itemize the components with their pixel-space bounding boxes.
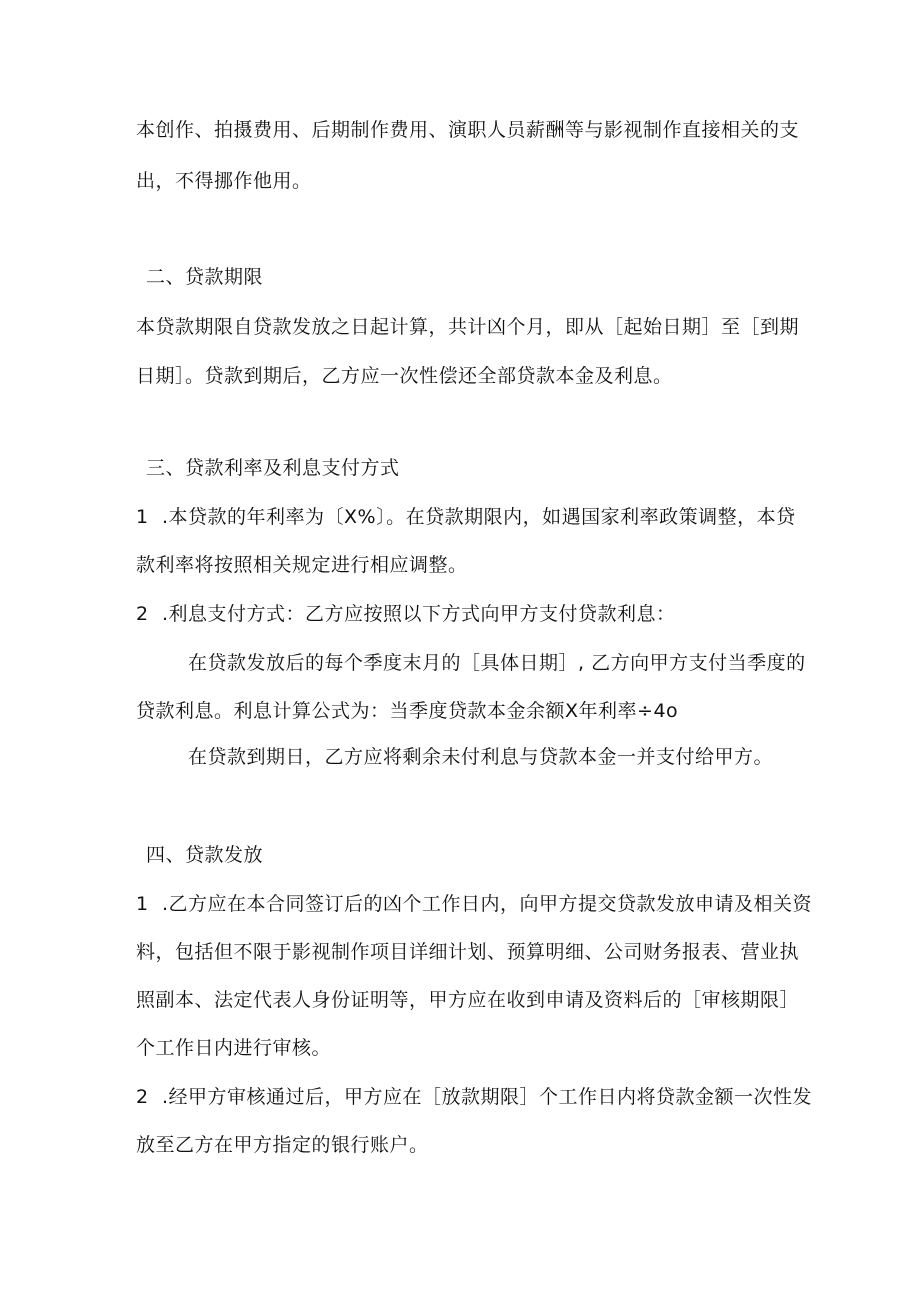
section-2-line-1: 本贷款期限自贷款发放之日起计算，共计凶个月，即从［起始日期］至［到期 <box>136 316 800 338</box>
intro-line-2: 出，不得挪作他用。 <box>136 170 312 192</box>
item-number: 1 <box>136 893 149 915</box>
section-4-item-2-line-2: 放至乙方在甲方指定的银行账户。 <box>136 1134 429 1156</box>
section-4-item-1-line-4: 个工作日内进行审核。 <box>136 1037 332 1059</box>
section-3-item-1-line-2: 款利率将按照相关规定进行相应调整。 <box>136 554 468 576</box>
section-3-item-1-line-1 <box>136 503 796 531</box>
item-text: .乙方应在本合同签订后的凶个工作日内，向甲方提交贷款发放申请及相关资 <box>162 893 813 915</box>
section-3-item-2-sub-1-line-2: 贷款利息。利息计算公式为：当季度贷款本金余额X年利率÷4o <box>136 700 679 722</box>
item-number: 2 <box>136 603 149 625</box>
item-text: .本贷款的年利率为〔X%〕。在贷款期限内，如遇国家利率政策调整，本贷 <box>162 506 796 528</box>
intro-line-1: 本创作、拍摄费用、后期制作费用、演职人员薪酬等与影视制作直接相关的支 <box>136 119 800 141</box>
item-number: 2 <box>136 1086 149 1108</box>
section-3-item-2-sub-2: 在贷款到期日，乙方应将剩余未付利息与贷款本金一并支付给甲方。 <box>188 746 774 768</box>
section-3-item-2-sub-1-line-1: 在贷款发放后的每个季度末月的［具体日期］, 乙方向甲方支付当季度的 <box>188 652 806 674</box>
section-2-heading: 二、贷款期限 <box>146 266 264 288</box>
item-text: .利息支付方式：乙方应按照以下方式向甲方支付贷款利息： <box>162 603 676 625</box>
section-4-item-2-line-1 <box>136 1083 812 1111</box>
section-4-item-1-line-1 <box>136 890 812 918</box>
section-3-item-2-line-1 <box>136 600 676 628</box>
section-4-heading: 四、贷款发放 <box>146 844 264 866</box>
section-4-item-1-line-2: 料，包括但不限于影视制作项目详细计划、预算明细、公司财务报表、营业执 <box>136 941 800 963</box>
section-3-heading: 三、贷款利率及利息支付方式 <box>146 457 400 479</box>
section-2-line-2: 日期］。贷款到期后，乙方应一次性偿还全部贷款本金及利息。 <box>136 365 673 387</box>
item-number: 1 <box>136 506 149 528</box>
item-text: .经甲方审核通过后，甲方应在［放款期限］个工作日内将贷款金额一次性发 <box>162 1086 813 1108</box>
section-4-item-1-line-3: 照副本、法定代表人身份证明等，甲方应在收到申请及资料后的［审核期限］ <box>136 989 800 1011</box>
